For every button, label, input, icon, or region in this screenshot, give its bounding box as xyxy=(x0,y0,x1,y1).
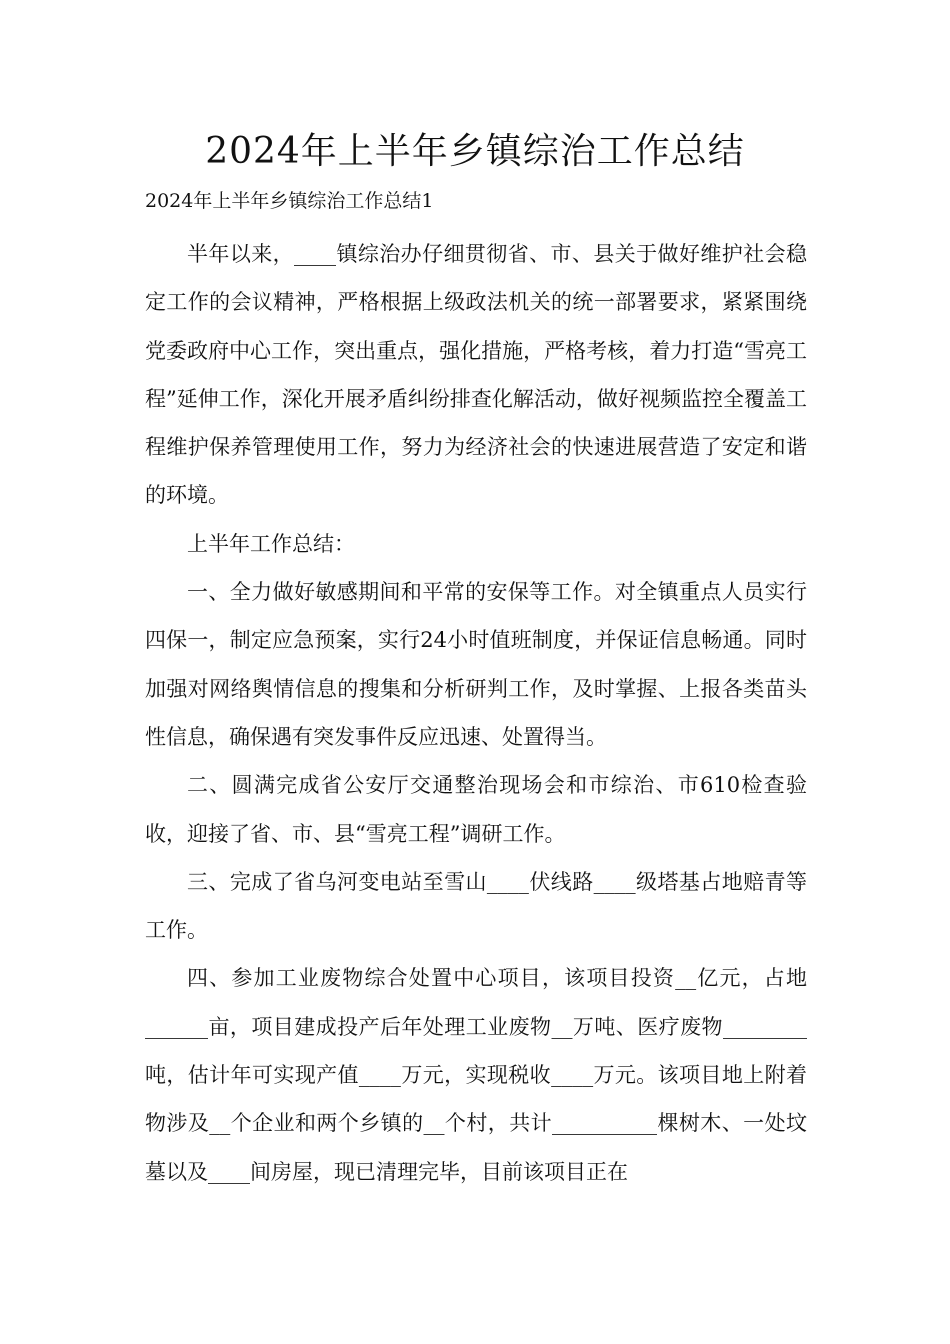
paragraph-intro: 半年以来，____镇综治办仔细贯彻省、市、县关于做好维护社会稳定工作的会议精神，严格根据上级政法机关的统一部署要求，紧紧围绕党委政府中心工作，突出重点，强化措施，严格考核，着力打造“雪亮工程”延伸工作，深化开展矛盾纠纷排查化解活动，做好视频监控全覆盖工程维护保养管理使用工作，努力为经济社会的快速进展营造了安定和谐的环境。 xyxy=(145,242,807,508)
document-body xyxy=(145,230,807,1196)
paragraph-summary-heading: 上半年工作总结： xyxy=(187,531,355,556)
paragraph-item-1: 一、全力做好敏感期间和平常的安保等工作。对全镇重点人员实行四保一，制定应急预案，实行24小时值班制度，并保证信息畅通。同时加强对网络舆情信息的搜集和分析研判工作，及时掌握、上报各类苗头性信息，确保遇有突发事件反应迅速、处置得当。 xyxy=(145,580,807,749)
paragraph-item-3: 三、完成了省乌河变电站至雪山____伏线路____级塔基占地赔青等工作。 xyxy=(145,869,807,943)
paragraph-item-2: 二、圆满完成省公安厅交通整治现场会和市综治、市610检查验收，迎接了省、市、县“雪亮工程”调研工作。 xyxy=(145,773,807,846)
paragraph-item-4: 四、参加工业废物综合处置中心项目，该项目投资__亿元，占地______亩，项目建成投产后年处理工业废物__万吨、医疗废物________吨，估计年可实现产值____万元，实现税收____万元。该项目地上附着物涉及__个企业和两个乡镇的__个村，共计__________棵树木、一处坟墓以及____间房屋，现已清理完毕，目前该项目正在 xyxy=(145,966,807,1184)
document-title: 2024年上半年乡镇综治工作总结 xyxy=(205,131,745,172)
document-subtitle: 2024年上半年乡镇综治工作总结1 xyxy=(145,190,434,212)
